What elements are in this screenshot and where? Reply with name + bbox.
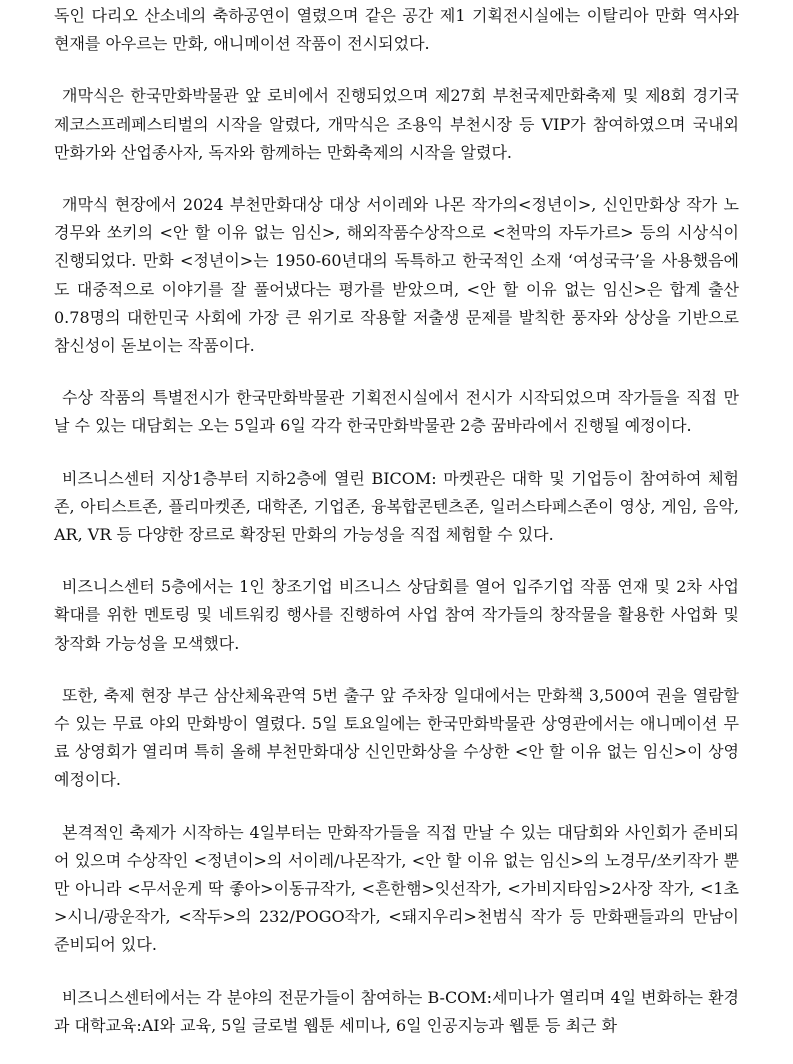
paragraph-8: 본격적인 축제가 시작하는 4일부터는 만화작가들을 직접 만날 수 있는 대담회와 사인회가 준비되어 있으며 수상작인 <정년이>의 서이레/나몬작가, <안 할 이유 없는 임신>의 노경무/쏘키작가 뿐만 아니라 <무서운게 딱 좋아>이동규작가, <흔한햄>잇선작가, <가비지타임>2사장 작가, <1초>시니/광운작가, <작두>의 232/POGO작가, <돼지우리>천범식 작가 등 만화팬들과의 만남이 준비되어 있다.: [54, 822, 739, 955]
paragraph-5: 비즈니스센터 지상1층부터 지하2층에 열린 BICOM: 마켓관은 대학 및 기업등이 참여하여 체험존, 아티스트존, 플리마켓존, 대학존, 기업존, 융복합콘텐츠존, 일러스타페스존이 영상, 게임, 음악, AR, VR 등 다양한 장르로 확장된 만화의 가능성을 직접 체험할 수 있다.: [54, 468, 739, 545]
paragraph-6: 비즈니스센터 5층에서는 1인 창조기업 비즈니스 상담회를 열어 입주기업 작품 연재 및 2차 사업확대를 위한 멘토링 및 네트워킹 행사를 진행하여 사업 참여 작가들의 창작물을 활용한 사업화 및 창작화 가능성을 모색했다.: [54, 577, 739, 653]
paragraph-4: 수상 작품의 특별전시가 한국만화박물관 기획전시실에서 전시가 시작되었으며 작가들을 직접 만날 수 있는 대담회는 오는 5일과 6일 각각 한국만화박물관 2층 꿈바라에서 진행될 예정이다.: [54, 388, 739, 436]
article-body: [54, 0, 739, 1064]
paragraph-9: 비즈니스센터에서는 각 분야의 전문가들이 참여하는 B-COM:세미나가 열리며 4일 변화하는 환경과 대학교육:AI와 교육, 5일 글로벌 웹툰 세미나, 6일 인공지능과 웹툰 등 최근 화: [54, 987, 739, 1035]
paragraph-7: 또한, 축제 현장 부근 삼산체육관역 5번 출구 앞 주차장 일대에서는 만화책 3,500여 권을 열람할 수 있는 무료 야외 만화방이 열렸다. 5일 토요일에는 한국만화박물관 상영관에서는 애니메이션 무료 상영회가 열리며 특히 올해 부천만화대상 신인만화상을 수상한 <안 할 이유 없는 임신>이 상영 예정이다.: [54, 685, 739, 790]
paragraph-1: 독인 다리오 산소네의 축하공연이 열렸으며 같은 공간 제1 기획전시실에는 이탈리아 만화 역사와 현재를 아우르는 만화, 애니메이션 작품이 전시되었다.: [54, 6, 739, 54]
paragraph-3: 개막식 현장에서 2024 부천만화대상 대상 서이레와 나몬 작가의<정년이>, 신인만화상 작가 노경무와 쏘키의 <안 할 이유 없는 임신>, 해외작품수상작으로 <천막의 자두가르> 등의 시상식이 진행되었다. 만화 <정년이>는 1950-60년대의 독특하고 한국적인 소재 ‘여성국극’을 사용했음에도 대중적으로 이야기를 잘 풀어냈다는 평가를 받았으며, <안 할 이유 없는 임신>은 합계 출산 0.78명의 대한민국 사회에 가장 큰 위기로 작용할 저출생 문제를 발칙한 풍자와 상상을 기반으로 참신성이 돋보이는 작품이다.: [54, 195, 739, 356]
paragraph-2: 개막식은 한국만화박물관 앞 로비에서 진행되었으며 제27회 부천국제만화축제 및 제8회 경기국제코스프레페스티벌의 시작을 알렸다, 개막식은 조용익 부천시장 등 VIP가 참여하였으며 국내외 만화가와 산업종사자, 독자와 함께하는 만화축제의 시작을 알렸다.: [54, 86, 739, 162]
